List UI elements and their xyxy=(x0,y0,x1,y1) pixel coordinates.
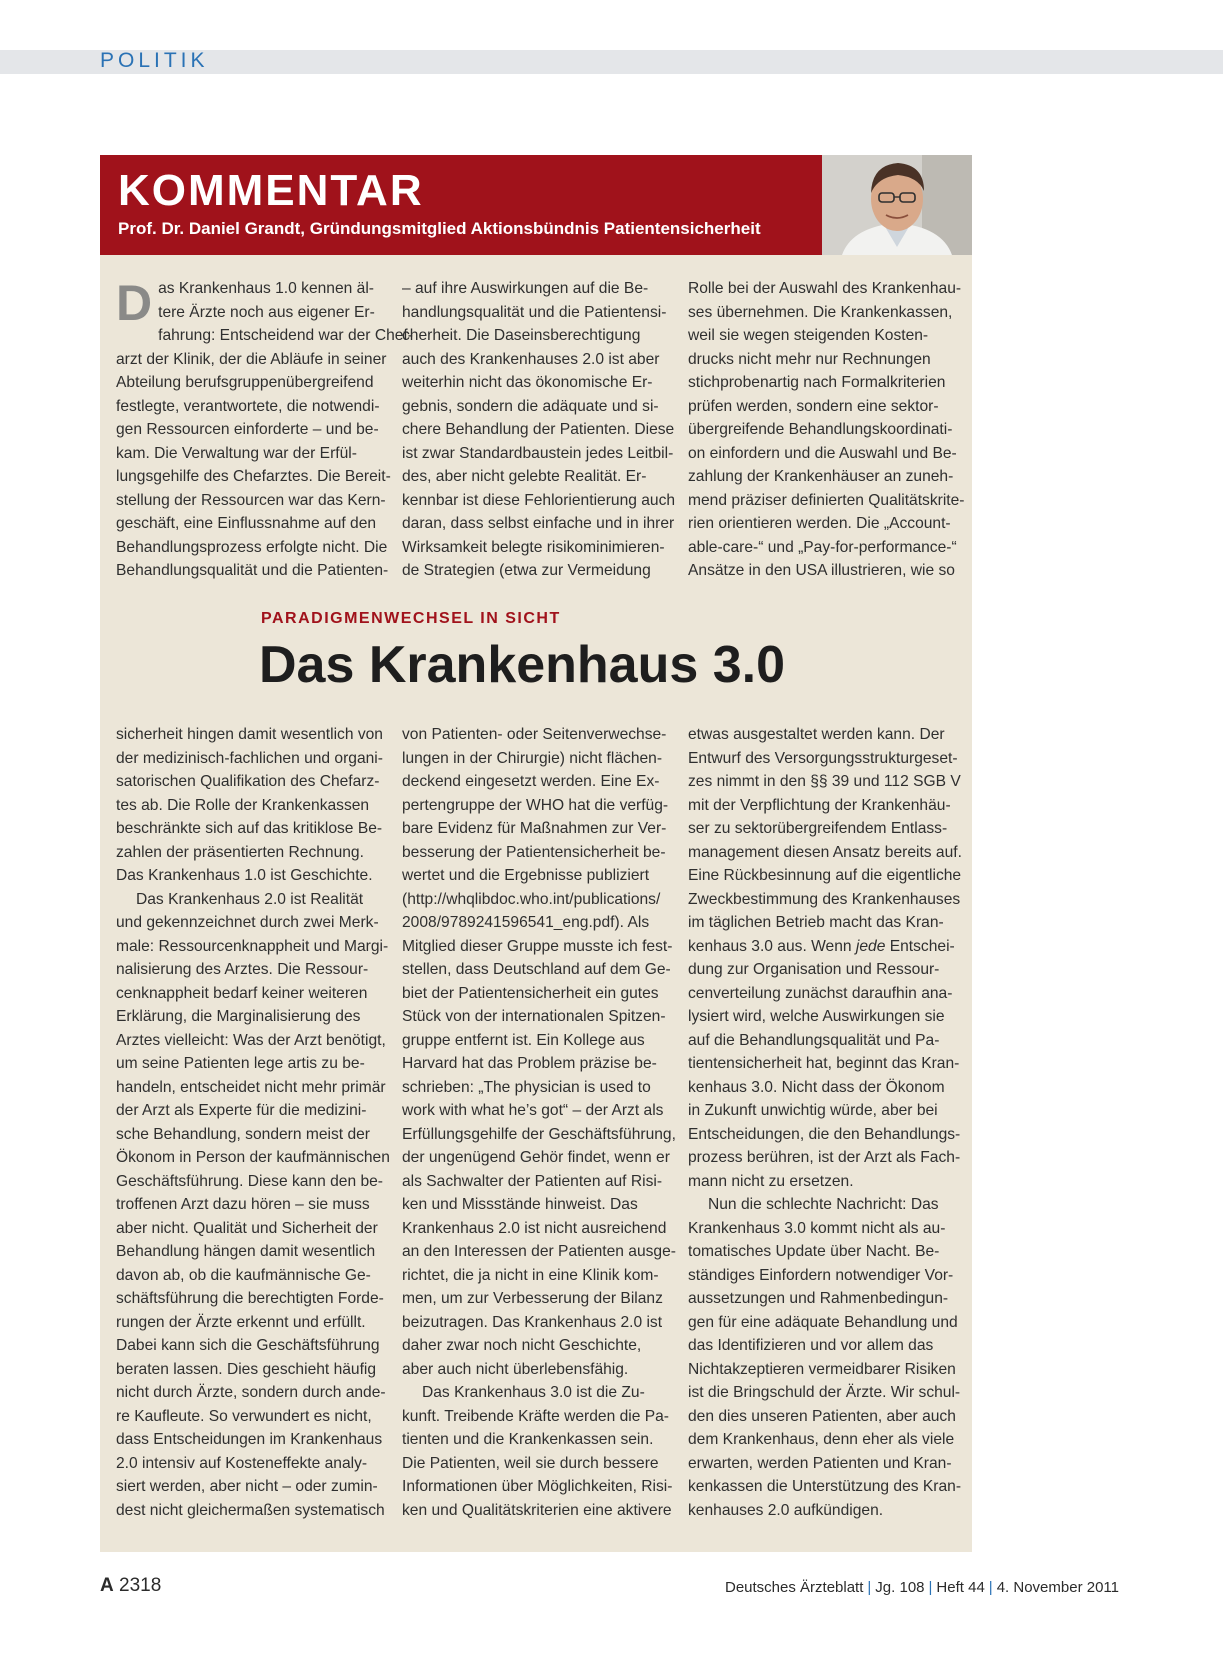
text-line: Entwurf des Versorgungsstrukturgeset- xyxy=(688,749,958,767)
text-line: mit der Verpflichtung der Krankenhäu- xyxy=(688,796,951,814)
text-line: von Patienten- oder Seitenverwechse- xyxy=(402,726,667,743)
text-line: gen für eine adäquate Behandlung und xyxy=(688,1313,958,1331)
text-line: erwarten, werden Patienten und Kran- xyxy=(688,1454,952,1472)
text-line: mend präziser definierten Qualitätskrite- xyxy=(688,491,965,509)
text-line: dem Krankenhaus, denn eher als viele xyxy=(688,1431,955,1448)
text-line: (http://whqlibdoc.who.int/publications/ xyxy=(402,890,661,908)
text-line: cenverteilung zunächst daraufhin ana- xyxy=(688,984,953,1002)
text-line: Erklärung, die Marginalisierung des xyxy=(116,1008,361,1025)
text-line: fahrung: Entscheidend war der Chef- xyxy=(158,327,413,344)
text-line: nicht durch Ärzte, sondern durch ande- xyxy=(116,1384,386,1401)
author-portrait-image xyxy=(822,155,972,255)
text-line: richtet, die ja nicht in eine Klinik kom- xyxy=(402,1266,659,1284)
text-line: men, um zur Verbesserung der Bilanz xyxy=(402,1290,663,1307)
text-line: kenhaus 3.0. Nicht dass der Ökonom xyxy=(688,1078,945,1096)
text-line: cenknappheit bedarf keiner weiteren xyxy=(116,984,368,1002)
text-line: Abteilung berufsgruppenübergreifend xyxy=(116,374,374,391)
text-line: aber nicht. Qualität und Sicherheit der xyxy=(116,1219,378,1237)
text-line: Mitglied dieser Gruppe musste ich fest- xyxy=(402,937,673,955)
text-line: schrieben: „The physician is used to xyxy=(402,1078,651,1096)
text-line: als Sachwalter der Patienten auf Risi- xyxy=(402,1172,663,1190)
text-line: aussetzungen und Rahmenbedingun- xyxy=(688,1290,949,1307)
text-line: Stück von der internationalen Spitzen- xyxy=(402,1008,666,1025)
text-line: in Zukunft unwichtig würde, aber bei xyxy=(688,1102,938,1119)
text-line: sche Behandlung, sondern meist der xyxy=(116,1125,370,1143)
text-line: und gekennzeichnet durch zwei Merk- xyxy=(116,914,379,931)
section-label: POLITIK xyxy=(100,49,209,72)
text-line: weiterhin nicht das ökonomische Er- xyxy=(402,374,653,391)
text-line: Entscheidungen, die den Behandlungs- xyxy=(688,1125,961,1143)
text-line: geschäft, eine Einflussnahme auf den xyxy=(116,515,377,532)
text-line: Nun die schlechte Nachricht: Das xyxy=(708,1196,939,1213)
text-line: Eine Rückbesinnung auf die eigentliche xyxy=(688,867,962,884)
text-line: on einfordern und die Auswahl und Be- xyxy=(688,444,957,462)
text-line: handeln, entscheidet nicht mehr primär xyxy=(116,1078,386,1096)
text-line: ser zu sektorübergreifendem Entlass- xyxy=(688,820,948,837)
text-line: stellung der Ressourcen war das Kern- xyxy=(116,491,386,509)
text-line: daran, dass selbst einfache und in ihrer xyxy=(402,515,675,532)
text-line: bare Evidenz für Maßnahmen zur Ver- xyxy=(402,820,667,837)
text-line: tomatisches Update über Nacht. Be- xyxy=(688,1243,940,1260)
separator: | xyxy=(867,1579,872,1596)
text-line: gebnis, sondern die adäquate und si- xyxy=(402,397,659,415)
text-line: troffenen Arzt dazu hören – sie muss xyxy=(116,1196,370,1213)
top-column-2 xyxy=(402,277,676,583)
text-line: rien orientieren werden. Die „Account- xyxy=(688,515,951,532)
text-line: as Krankenhaus 1.0 kennen äl- xyxy=(158,280,374,297)
text-line: work with what he’s got“ – der Arzt als xyxy=(402,1102,664,1119)
text-line: tienten und die Krankenkassen sein. xyxy=(402,1431,654,1448)
journal-name: Deutsches Ärzteblatt xyxy=(724,1579,864,1596)
text-line: aber auch nicht überlebensfähig. xyxy=(402,1360,629,1378)
article-headline: Das Krankenhaus 3.0 xyxy=(259,636,786,694)
text-line: zahlung der Krankenhäuser an zuneh- xyxy=(688,468,954,485)
text-line: handlungsqualität und die Patientensi- xyxy=(402,303,667,321)
text-line: daher zwar noch nicht Geschichte, xyxy=(402,1337,642,1354)
text-line: satorischen Qualifikation des Chefarz- xyxy=(116,773,380,790)
top-column-3 xyxy=(688,277,965,583)
text-line: lysiert wird, welche Auswirkungen sie xyxy=(688,1008,945,1025)
text-line: Zweckbestimmung des Krankenhauses xyxy=(688,890,961,908)
author-line: Prof. Dr. Daniel Grandt, Gründungsmitglied Aktionsbündnis Patientensicherheit xyxy=(118,219,761,238)
text-line: siert werden, aber nicht – oder zumin- xyxy=(116,1478,378,1495)
text-line: Behandlungsprozess erfolgte nicht. Die xyxy=(116,538,388,556)
text-line: Harvard hat das Problem präzise be- xyxy=(402,1055,657,1072)
text-line: übergreifende Behandlungskoordinati- xyxy=(688,421,953,438)
text-line: beizutragen. Das Krankenhaus 2.0 ist xyxy=(402,1313,663,1331)
text-line: Das Krankenhaus 1.0 ist Geschichte. xyxy=(116,867,373,884)
bottom-column-3 xyxy=(688,723,962,1522)
page-number-value: 2318 xyxy=(119,1575,162,1596)
text-line: 2008/9789241596541_eng.pdf). Als xyxy=(402,914,650,931)
text-line: dung zur Organisation und Ressour- xyxy=(688,961,940,978)
journal-volume: Jg. 108 xyxy=(875,1579,925,1596)
text-line: ständiges Einfordern notwendiger Vor- xyxy=(688,1266,954,1284)
journal-issue: Heft 44 xyxy=(936,1579,985,1596)
text-line: Ansätze in den USA illustrieren, wie so xyxy=(688,562,955,579)
text-line: chere Behandlung der Patienten. Diese xyxy=(402,421,675,438)
text-line: tere Ärzte noch aus eigener Er- xyxy=(158,303,375,321)
text-line: davon ab, ob die kaufmännische Ge- xyxy=(116,1266,371,1284)
text-line: 2.0 intensiv auf Kosteneffekte analy- xyxy=(116,1454,368,1472)
text-line: kenhaus 3.0 aus. Wenn jede Entschei- xyxy=(688,937,955,955)
text-line: able-care-“ und „Pay-for-performance-“ xyxy=(688,538,957,556)
top-column-1 xyxy=(116,275,413,583)
page-number xyxy=(100,1575,161,1597)
bottom-column-1 xyxy=(116,723,390,1522)
text-line: Geschäftsführung. Diese kann den be- xyxy=(116,1172,383,1190)
separator: | xyxy=(928,1579,933,1596)
text-line: ses übernehmen. Die Krankenkassen, xyxy=(688,303,953,321)
text-line: mann nicht zu ersetzen. xyxy=(688,1172,854,1190)
text-line: Rolle bei der Auswahl des Krankenhau- xyxy=(688,280,962,297)
text-line: etwas ausgestaltet werden kann. Der xyxy=(688,726,945,743)
text-line: management diesen Ansatz bereits auf. xyxy=(688,843,962,861)
text-line: stichprobenartig nach Formalkriterien xyxy=(688,374,946,391)
text-line: Die Patienten, weil sie durch bessere xyxy=(402,1454,659,1472)
text-line: festlegte, verantwortete, die notwendi- xyxy=(116,397,380,415)
text-line: rungen der Ärzte erkennt und erfüllt. xyxy=(116,1313,366,1331)
text-line: beschränkte sich auf das kritiklose Be- xyxy=(116,820,383,837)
text-line: deckend eingesetzt werden. Eine Ex- xyxy=(402,773,660,790)
text-line: gruppe entfernt ist. Ein Kollege aus xyxy=(402,1031,645,1049)
text-line: male: Ressourcenknappheit und Margi- xyxy=(116,937,389,955)
text-line: des, aber nicht gelebte Realität. Er- xyxy=(402,468,647,485)
text-line: im täglichen Betrieb macht das Kran- xyxy=(688,914,944,931)
text-line: kennbar ist diese Fehlorientierung auch xyxy=(402,491,676,509)
text-line: ist die Bringschuld der Ärzte. Wir schul- xyxy=(688,1384,961,1401)
text-line: prozess berühren, ist der Arzt als Fach- xyxy=(688,1149,961,1166)
text-line: an den Interessen der Patienten ausge- xyxy=(402,1243,676,1260)
article-kicker: PARADIGMENWECHSEL IN SICHT xyxy=(261,610,561,627)
text-line: re Kaufleute. So verwundert es nicht, xyxy=(116,1407,372,1425)
text-line: auf die Behandlungsqualität und Pa- xyxy=(688,1031,940,1049)
text-line: lungsgehilfe des Chefarztes. Die Bereit- xyxy=(116,468,391,485)
text-line: Dabei kann sich die Geschäftsführung xyxy=(116,1337,380,1354)
text-line: Krankenhaus 3.0 kommt nicht als au- xyxy=(688,1219,946,1237)
text-line: ist zwar Standardbaustein jedes Leitbil- xyxy=(402,444,674,462)
text-line: der medizinisch-fachlichen und organi- xyxy=(116,749,383,767)
text-line: zahlen der präsentierten Rechnung. xyxy=(116,843,364,861)
text-line: dest nicht gleichermaßen systematisch xyxy=(116,1501,385,1519)
text-line: Das Krankenhaus 2.0 ist Realität xyxy=(136,890,364,908)
text-line: Krankenhaus 2.0 ist nicht ausreichend xyxy=(402,1219,667,1237)
text-line: den dies unseren Patienten, aber auch xyxy=(688,1407,956,1425)
text-line: besserung der Patientensicherheit be- xyxy=(402,843,666,861)
text-line: wertet und die Ergebnisse publiziert xyxy=(402,867,650,884)
text-line: cherheit. Die Daseinsberechtigung xyxy=(402,327,641,344)
text-line: Behandlung hängen damit wesentlich xyxy=(116,1243,376,1260)
text-line: Wirksamkeit belegte risikominimieren- xyxy=(402,538,665,556)
text-line: Nichtakzeptieren vermeidbarer Risiken xyxy=(688,1360,956,1378)
text-line: Informationen über Möglichkeiten, Risi- xyxy=(402,1478,673,1495)
author-portrait xyxy=(822,155,972,255)
text-line: kenhauses 2.0 aufkündigen. xyxy=(688,1501,884,1519)
text-line: sicherheit hingen damit wesentlich von xyxy=(116,726,383,743)
text-line: der ungenügend Gehör findet, wenn er xyxy=(402,1149,670,1166)
text-line: biet der Patientensicherheit ein gutes xyxy=(402,984,659,1002)
separator: | xyxy=(988,1579,993,1596)
text-line: weil sie wegen steigenden Kosten- xyxy=(688,327,929,344)
text-line: dass Entscheidungen im Krankenhaus xyxy=(116,1431,383,1448)
text-line: drucks nicht mehr nur Rechnungen xyxy=(688,350,931,368)
text-line: nalisierung des Arztes. Die Ressour- xyxy=(116,961,369,978)
text-line: arzt der Klinik, der die Abläufe in seiner xyxy=(116,350,387,368)
text-line: schäftsführung die berechtigten Forde- xyxy=(116,1290,384,1307)
text-line: pertengruppe der WHO hat die verfüg- xyxy=(402,796,669,814)
text-line: das Identifizieren und vor allem das xyxy=(688,1337,934,1354)
page-prefix: A xyxy=(100,1575,114,1596)
text-line: ken und Qualitätskriterien eine aktivere xyxy=(402,1501,672,1519)
text-line: prüfen werden, sondern eine sektor- xyxy=(688,397,939,415)
text-line: kunft. Treibende Kräfte werden die Pa- xyxy=(402,1407,669,1425)
text-line: tientensicherheit hat, beginnt das Kran- xyxy=(688,1055,960,1072)
text-line: gen Ressourcen einforderte – und be- xyxy=(116,421,379,438)
journal-date: 4. November 2011 xyxy=(996,1579,1119,1596)
text-line: stellen, dass Deutschland auf dem Ge- xyxy=(402,961,671,978)
text-line: auch des Krankenhauses 2.0 ist aber xyxy=(402,350,660,368)
text-line: de Strategien (etwa zur Vermeidung xyxy=(402,562,651,579)
text-line: Ökonom in Person der kaufmännischen xyxy=(116,1149,390,1166)
bottom-column-2 xyxy=(402,723,676,1522)
text-line: kenkassen die Unterstützung des Kran- xyxy=(688,1478,962,1495)
text-line: lungen in der Chirurgie) nicht flächen- xyxy=(402,749,663,767)
text-line: beraten lassen. Dies geschieht häufig xyxy=(116,1360,377,1378)
comment-kicker: KOMMENTAR xyxy=(118,166,424,215)
text-line: der Arzt als Experte für die medizini- xyxy=(116,1102,367,1119)
text-line: Arztes vielleicht: Was der Arzt benötigt, xyxy=(116,1031,386,1049)
text-line: Behandlungsqualität und die Patienten- xyxy=(116,562,389,579)
text-line: – auf ihre Auswirkungen auf die Be- xyxy=(402,280,649,297)
drop-cap: D xyxy=(116,275,153,331)
text-line: Erfüllungsgehilfe der Geschäftsführung, xyxy=(402,1125,676,1143)
text-line: Das Krankenhaus 3.0 ist die Zu- xyxy=(422,1384,645,1401)
text-line: kam. Die Verwaltung war der Erfül- xyxy=(116,444,357,462)
text-line: zes nimmt in den §§ 39 und 112 SGB V xyxy=(688,773,961,790)
text-line: um seine Patienten lege artis zu be- xyxy=(116,1055,365,1072)
text-line: ken und Missstände hinweist. Das xyxy=(402,1196,638,1213)
journal-footer xyxy=(725,1579,1119,1596)
text-line: tes ab. Die Rolle der Krankenkassen xyxy=(116,796,370,814)
